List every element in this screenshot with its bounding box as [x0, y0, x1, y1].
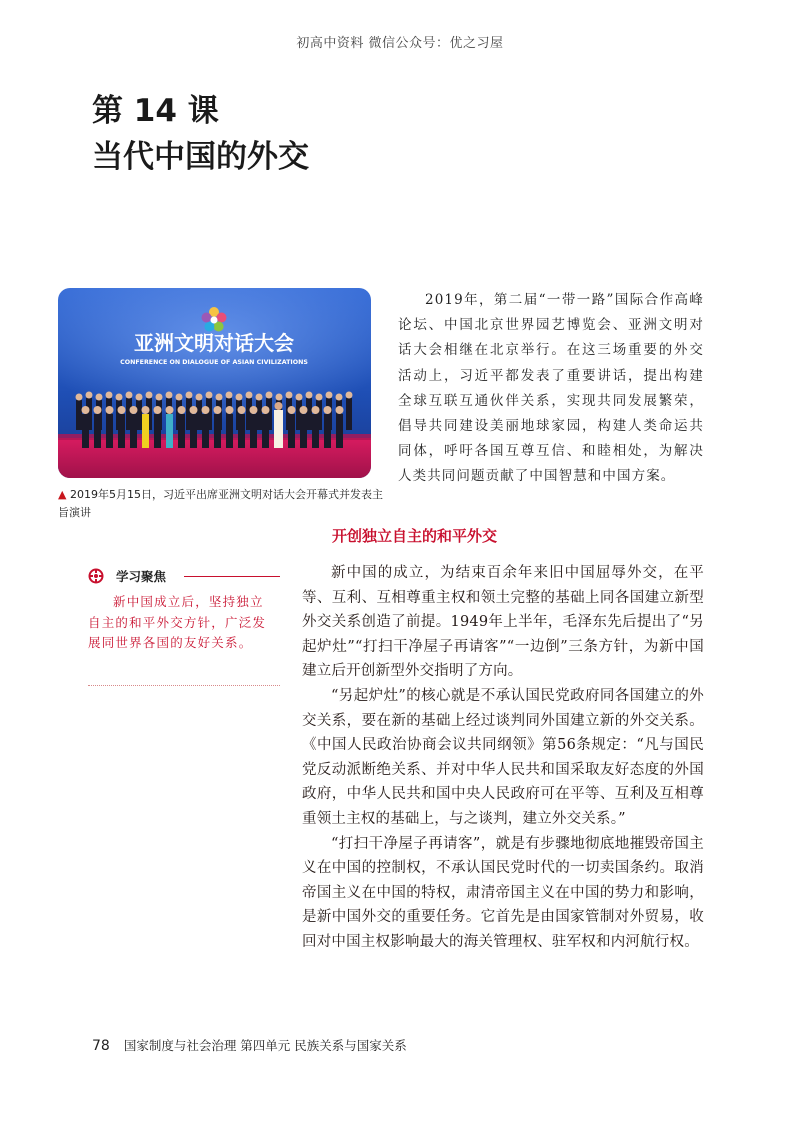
conference-photo-illustration [58, 288, 371, 478]
learning-focus-header [88, 566, 280, 588]
body-paragraph: “另起炉灶”的核心就是不承认国民党政府同各国建立的外交关系，要在新的基础上经过谈判同外国建立新的外交关系。《中国人民政治协商会议共同纲领》第56条规定：“凡与国民党反动派断绝关系、并对中华人民共和国采取友好态度的外国政府，中华人民共和国中央人民政府可在平等、互利及互相尊重领土主权的基础上，与之谈判，建立外交关系。” [302, 687, 704, 827]
caption-text: 2019年5月15日，习近平出席亚洲文明对话大会开幕式并发表主旨演讲 [58, 488, 383, 519]
header-note: 初高中资料 微信公众号：优之习屋 [296, 36, 504, 51]
lesson-number: 第 14 课 [92, 93, 219, 129]
learning-focus-divider [88, 685, 280, 686]
footer-running-title: 国家制度与社会治理 第四单元 民族关系与国家关系 [123, 1038, 407, 1053]
learning-focus-text: 新中国成立后，坚持独立自主的和平外交方针，广泛发展同世界各国的友好关系。 [88, 594, 267, 650]
focus-target-icon [88, 568, 104, 584]
page-footer [92, 1036, 407, 1054]
body-paragraph: “打扫干净屋子再请客”，就是有步骤地彻底地摧毁帝国主义在中国的控制权，不承认国民党时代的一切卖国条约。取消帝国主义在中国的特权，肃清帝国主义在中国的势力和影响，是新中国外交的重要任务。它首先是由国家管制对外贸易，收回对中国主权影响最大的海关管理权、驻军权和内河航行权。 [302, 835, 704, 950]
intro-paragraph: 2019年，第二届“一带一路”国际合作高峰论坛、中国北京世界园艺博览会、亚洲文明对话大会相继在北京举行。在这三场重要的外交活动上，习近平都发表了重要讲话，提出构建全球互联互通伙伴关系，实现共同发展繁荣，倡导共同建设美丽地球家园，构建人类命运共同体，呼吁各国互尊互信、和睦相处，为解决人类共同问题贡献了中国智慧和中国方案。 [398, 292, 704, 485]
lesson-heading [92, 88, 309, 180]
section-title: 开创独立自主的和平外交 [332, 527, 498, 545]
banner-title-en: CONFERENCE ON DIALOGUE OF ASIAN CIVILIZATIONS [120, 359, 308, 366]
banner-title-cn: 亚洲文明对话大会 [134, 331, 294, 355]
learning-focus-box [88, 566, 280, 686]
photo-caption [58, 486, 388, 522]
body-paragraph: 新中国的成立，为结束百余年来旧中国屈辱外交，在平等、互利、互相尊重主权和领土完整的基础上同各国建立新型外交关系创造了前提。1949年上半年，毛泽东先后提出了“另起炉灶”“打扫干净屋子再请客”“一边倒”三条方针，为新中国建立后开创新型外交指明了方向。 [302, 565, 704, 680]
lesson-title: 当代中国的外交 [92, 139, 309, 175]
learning-focus-label: 学习聚焦 [116, 569, 167, 584]
main-body [302, 561, 704, 955]
learning-focus-rule [184, 576, 280, 577]
conference-photo [58, 288, 371, 478]
page-number: 78 [92, 1038, 110, 1054]
caption-marker: ▲ [58, 488, 67, 501]
